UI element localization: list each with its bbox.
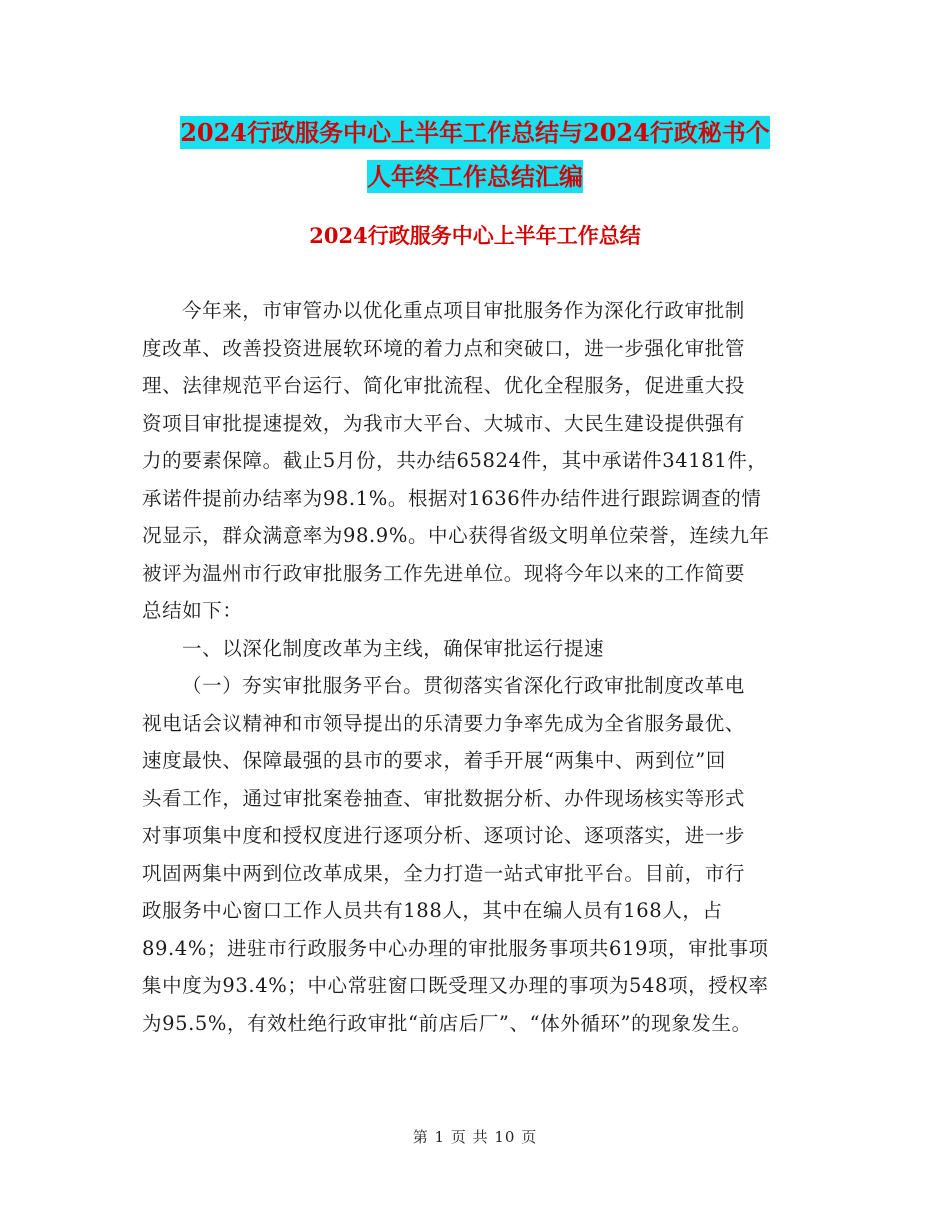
title-highlight-2: 人年终工作总结汇编 xyxy=(367,162,583,191)
paragraph-line: 承诺件提前办结率为98.1%。根据对1636件办结件进行跟踪调查的情 xyxy=(142,486,762,510)
paragraph-line: 今年来，市审管办以优化重点项目审批服务作为深化行政审批制 xyxy=(182,299,745,322)
paragraph-line: 总结如下： xyxy=(142,599,243,622)
paragraph-line: 度改革、改善投资进展软环境的着力点和突破口，进一步强化审批管 xyxy=(142,336,746,360)
paragraph-line: 资项目审批提速提效，为我市大平台、大城市、大民生建设提供强有 xyxy=(142,411,746,435)
section-title: 2024行政服务中心上半年工作总结 xyxy=(309,223,641,248)
paragraph-line: 理、法律规范平台运行、简化审批流程、优化全程服务，促进重大投 xyxy=(142,374,746,397)
paragraph-line: （一）夯实审批服务平台。贯彻落实省深化行政审批制度改革电 xyxy=(182,674,745,697)
paragraph-line: 头看工作，通过审批案卷抽查、审批数据分析、办件现场核实等形式 xyxy=(142,786,746,810)
paragraph-line: 况显示，群众满意率为98.9%。中心获得省级文明单位荣誉，连续九年 xyxy=(142,524,770,547)
paragraph-line: 集中度为93.4%；中心常驻窗口既受理又办理的事项为548项，授权率 xyxy=(142,974,769,997)
heading-line: 一、以深化制度改革为主线，确保审批运行提速 xyxy=(182,636,605,660)
document-title-line1 xyxy=(140,110,810,156)
paragraph-line: 对事项集中度和授权度进行逐项分析、逐项讨论、逐项落实，进一步 xyxy=(142,824,746,847)
title-highlight-1: 2024行政服务中心上半年工作总结与2024行政秘书个 xyxy=(180,118,770,147)
page-number-footer: 第 1 页 共 10 页 xyxy=(412,1128,538,1146)
paragraph-line: 速度最快、保障最强的县市的要求，着手开展“两集中、两到位”回 xyxy=(142,749,726,772)
body-text xyxy=(142,292,832,1042)
paragraph-line: 政服务中心窗口工作人员共有188人，其中在编人员有168人，占 xyxy=(142,899,723,922)
paragraph-line: 力的要素保障。截止5月份，共办结65824件，其中承诺件34181件， xyxy=(142,449,768,472)
paragraph-line: 为95.5%，有效杜绝行政审批“前店后厂”、“体外循环”的现象发生。 xyxy=(142,1011,752,1035)
paragraph-line: 巩固两集中两到位改革成果，全力打造一站式审批平台。目前，市行 xyxy=(142,861,746,885)
paragraph-line: 被评为温州市行政审批服务工作先进单位。现将今年以来的工作简要 xyxy=(142,561,746,585)
paragraph-line: 视电话会议精神和市领导提出的乐清要力争率先成为全省服务最优、 xyxy=(142,711,746,735)
document-title-line2 xyxy=(140,154,810,200)
paragraph-line: 89.4%；进驻市行政服务中心办理的审批服务事项共619项，审批事项 xyxy=(142,936,769,960)
